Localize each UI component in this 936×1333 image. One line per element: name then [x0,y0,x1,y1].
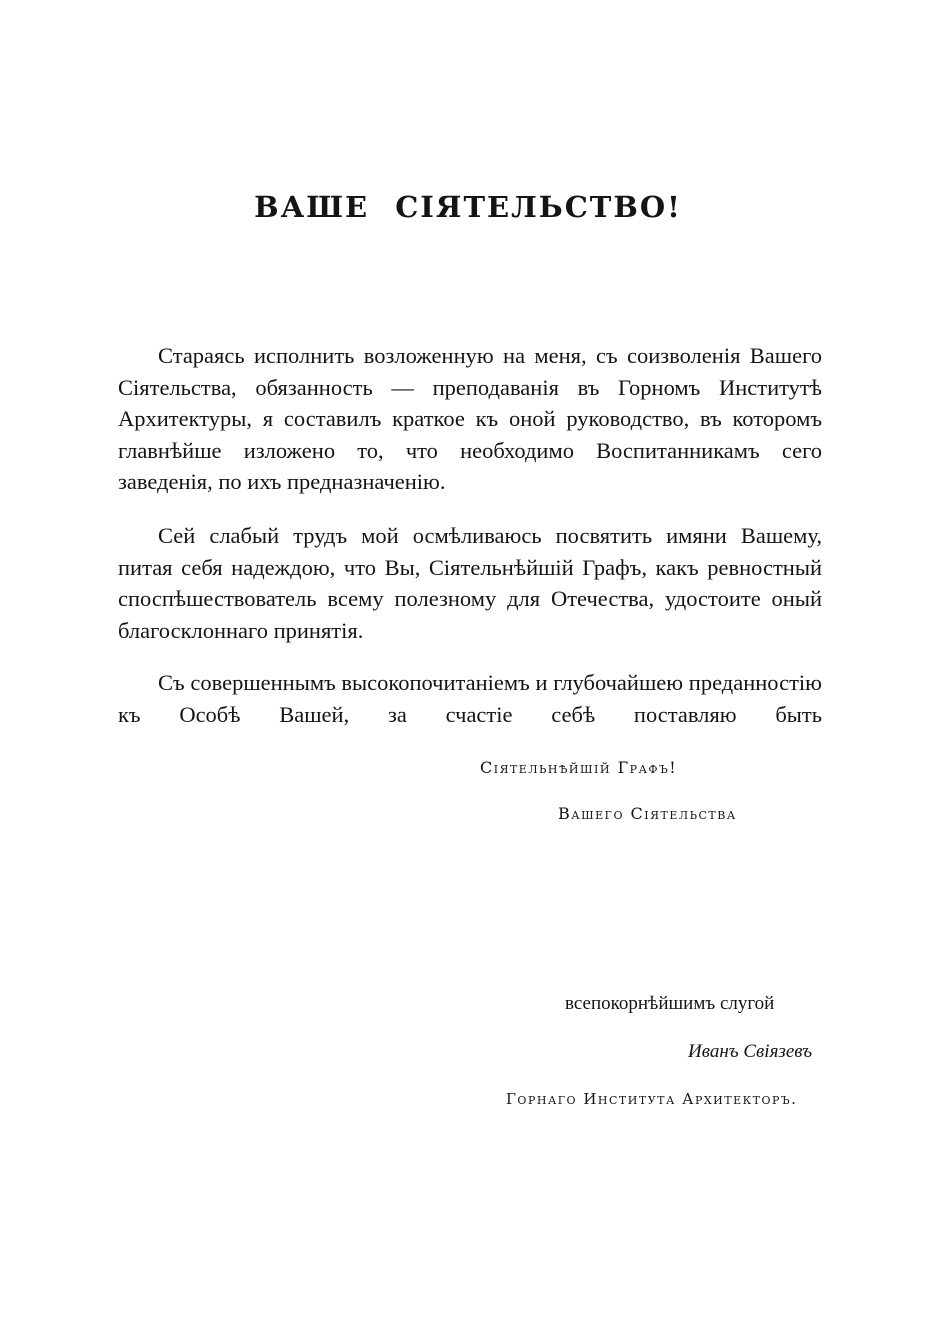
author-signature: Иванъ Свіязевъ [688,1041,813,1062]
author-position: Горнаго Института Архитекторъ. [506,1090,798,1108]
closing-salutation: Сіятельнѣйшій Графъ! [480,758,678,777]
dedication-paragraph-1: Стараясь исполнить возложенную на меня, съ соизволенія Вашего Сіятельства, обязанность — преподаванія въ Горномъ Институтѣ Архитектуры, я составилъ краткое къ оной руководство, въ которомъ главнѣйше изложено то, что необходимо Воспитанникамъ сего заведенія, по ихъ предназначенію. [118,343,822,494]
dedication-paragraph-3: Съ совершеннымъ высокопочитаніемъ и глубочайшею преданностію къ Особѣ Вашей, за счастіе себѣ поставляю быть [118,670,822,727]
dedication-paragraph-2: Сей слабый трудъ мой осмѣливаюсь посвятить имяни Вашему, питая себя надеждою, что Вы, Сіятельнѣйшій Графъ, какъ ревностный споспѣшествователь всему полезному для Отечества, удостоите оный благосклоннаго принятія. [118,523,822,643]
servant-line: всепокорнѣйшимъ слугой [565,993,775,1014]
dedication-title: ВАШЕ СІЯТЕЛЬСТВО! [254,190,682,224]
closing-honorific: Вашего Сіятельства [558,804,737,823]
